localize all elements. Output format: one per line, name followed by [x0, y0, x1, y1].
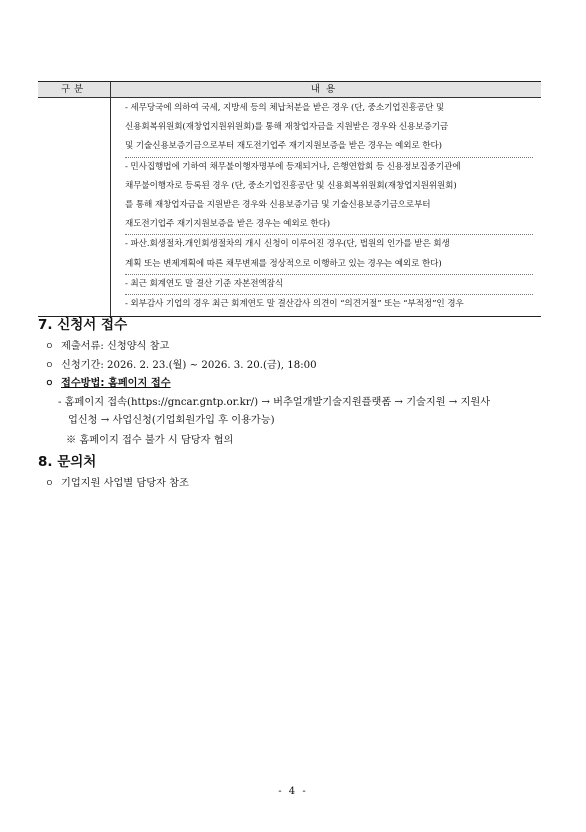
bullet-icon: ㅇ [45, 361, 54, 371]
table-header [38, 82, 541, 98]
table-text-line: 및 기술신용보증기금으로부터 재도전기업주 재기지원보증을 받은 경우는 예외로 한다) [125, 137, 533, 157]
content-cell [111, 98, 541, 316]
note-line: ※ 홈페이지 접수 불가 시 담당자 협의 [66, 435, 234, 446]
table-body [38, 98, 541, 316]
detail-line-2: 업신청 → 사업신청(기업회원가입 후 이용가능) [68, 415, 275, 426]
table-text-line: - 외부감사 기업의 경우 최근 회계연도 말 결산감사 의견이 “의견거절” 또는 “부적정”인 경우 [125, 299, 464, 310]
table-text-line: 신용회복위원회(재창업지원위원회)를 통해 재창업자금을 지원받은 경우와 신용보증기금 [125, 122, 449, 133]
bullet-icon: ㅇ [45, 479, 54, 489]
section-7-title: 7. 신청서 접수 [38, 317, 128, 333]
docs-text: 제출서류: 신청양식 참고 [61, 341, 170, 352]
header-content: 내용 [310, 84, 342, 95]
table-text-line: 재도전기업주 재기지원보증을 받은 경우는 예외로 한다) [125, 215, 533, 235]
docs-line [45, 337, 169, 352]
section-8-title: 8. 문의처 [38, 454, 97, 470]
period-text: 신청기간: 2026. 2. 23.(월) ~ 2026. 3. 20.(금), 18:00 [61, 360, 317, 371]
table-text-line: - 최근 회계연도 말 결산 기준 자본전액잠식 [125, 275, 533, 295]
page-number: - 4 - [278, 786, 308, 797]
table-text-line: 를 통해 재창업자금을 지원받은 경우와 신용보증기금 및 기술신용보증기금으로부터 [125, 200, 431, 211]
header-category: 구분 [38, 82, 111, 97]
method-text: 접수방법: 홈페이지 접수 [61, 378, 171, 389]
contact-text: 기업지원 사업별 담당자 참조 [61, 478, 189, 489]
table-text-line: 채무불이행자로 등록된 경우 (단, 중소기업진흥공단 및 신용회복위원회(재창업지원위원회) [125, 180, 457, 191]
method-line [45, 374, 171, 389]
bullet-icon: ㅇ [45, 342, 54, 352]
category-cell [38, 98, 111, 316]
detail-line-1: - 홈페이지 접속(https://gncar.gntp.or.kr/) → 버추얼개발기술지원플랫폼 → 기술지원 → 지원사 [58, 397, 491, 408]
table-text-line: 계획 또는 변제계획에 따른 채무변제를 정상적으로 이행하고 있는 경우는 예외로 한다) [125, 255, 533, 275]
bullet-icon: ㅇ [45, 379, 54, 389]
table-text-line: - 민사집행법에 기하여 채무불이행자명부에 등재되거나, 은행연합회 등 신용정보집중기관에 [125, 161, 461, 172]
period-line [45, 356, 317, 371]
criteria-table [38, 81, 541, 317]
table-text-line: - 파산.회생절차.개인회생절차의 개시 신청이 이루어진 경우(단, 법원의 인가를 받은 회생 [125, 239, 450, 250]
contact-line [45, 474, 189, 489]
table-text-line: - 세무당국에 의하여 국세, 지방세 등의 체납처분을 받은 경우 (단, 중소기업진흥공단 및 [125, 103, 445, 113]
